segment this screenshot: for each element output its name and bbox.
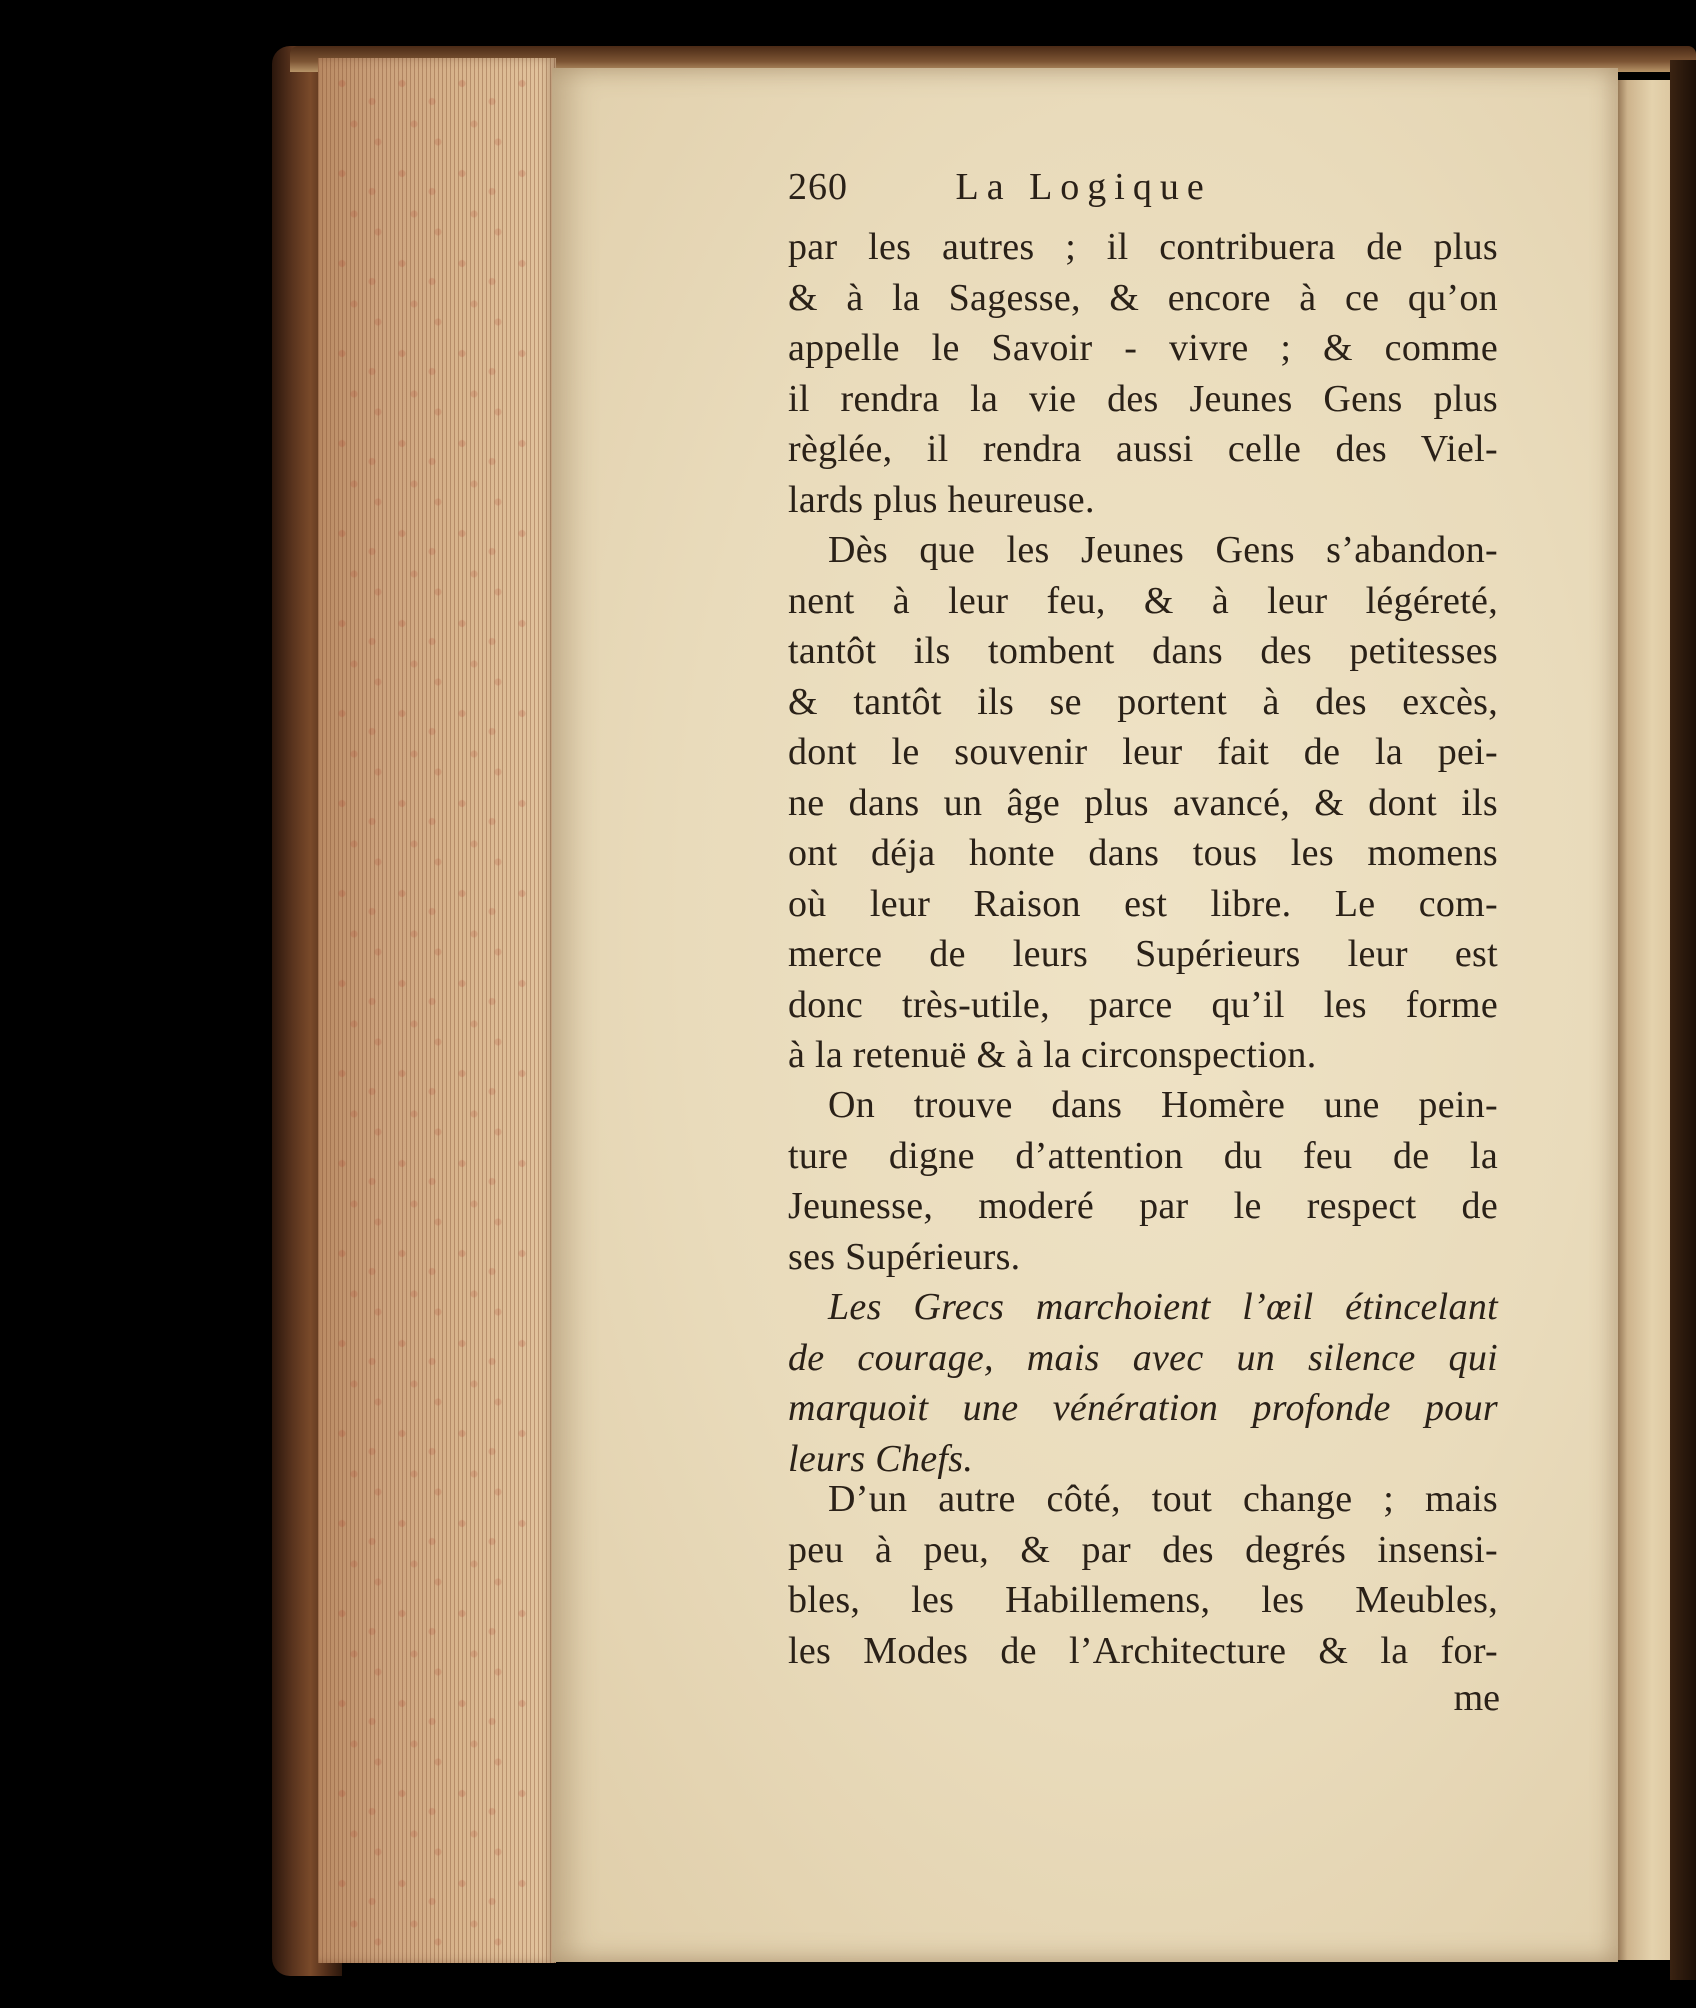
- text-line: Dès que les Jeunes Gens s’abandon-: [828, 529, 1498, 571]
- text-line: ses Supérieurs.: [788, 1235, 1021, 1278]
- catchword: me: [1453, 1677, 1500, 1719]
- text-line: leurs Chefs.: [788, 1437, 974, 1480]
- text-line: ont déja honte dans tous les momens: [788, 832, 1498, 874]
- running-head: [788, 165, 1388, 209]
- quotation: [788, 1282, 1498, 1484]
- text-line: On trouve dans Homère une pein-: [828, 1084, 1498, 1126]
- facing-cover: [1670, 60, 1696, 1980]
- page-number: 260: [788, 166, 848, 208]
- running-title: La Logique: [955, 166, 1212, 208]
- text-line: ture digne d’attention du feu de la: [788, 1134, 1498, 1177]
- text-line: & tantôt ils se portent à des excès,: [788, 680, 1498, 723]
- text-line: ne dans un âge plus avancé, & dont ils: [788, 781, 1498, 824]
- text-line: tantôt ils tombent dans des petitesses: [788, 630, 1498, 672]
- text-line: où leur Raison est libre. Le com-: [788, 882, 1498, 925]
- text-line: à la retenuë & à la circonspection.: [788, 1034, 1317, 1076]
- paragraph-5: [788, 1474, 1498, 1676]
- text-line: marquoit une vénération profonde pour: [788, 1387, 1498, 1429]
- page-edge-speckle: [330, 70, 530, 1950]
- text-line: donc très-utile, parce qu’il les forme: [788, 983, 1498, 1026]
- paragraph-1: [788, 222, 1498, 525]
- text-line: les Modes de l’Architecture & la for-: [788, 1629, 1498, 1672]
- text-line: appelle le Savoir - vivre ; & comme: [788, 327, 1498, 369]
- text-line: lards plus heureuse.: [788, 478, 1095, 521]
- text-line: par les autres ; il contribuera de plus: [788, 226, 1498, 268]
- text-line: bles, les Habillemens, les Meubles,: [788, 1579, 1498, 1621]
- paragraph-3: [788, 1080, 1498, 1282]
- text-line: nent à leur feu, & à leur légéreté,: [788, 579, 1498, 622]
- text-line: & à la Sagesse, & encore à ce qu’on: [788, 276, 1498, 319]
- text-line: règlée, il rendra aussi celle des Viel-: [788, 428, 1498, 470]
- text-line: dont le souvenir leur fait de la pei-: [788, 731, 1498, 773]
- text-line: Jeunesse, moderé par le respect de: [788, 1185, 1498, 1227]
- text-line: peu à peu, & par des degrés insensi-: [788, 1528, 1498, 1571]
- text-line: D’un autre côté, tout change ; mais: [828, 1478, 1498, 1520]
- text-line: merce de leurs Supérieurs leur est: [788, 933, 1498, 975]
- text-line: Les Grecs marchoient l’œil étincelant: [828, 1286, 1498, 1328]
- text-line: il rendra la vie des Jeunes Gens plus: [788, 377, 1498, 420]
- paragraph-2: [788, 525, 1498, 1081]
- text-line: de courage, mais avec un silence qui: [788, 1336, 1498, 1379]
